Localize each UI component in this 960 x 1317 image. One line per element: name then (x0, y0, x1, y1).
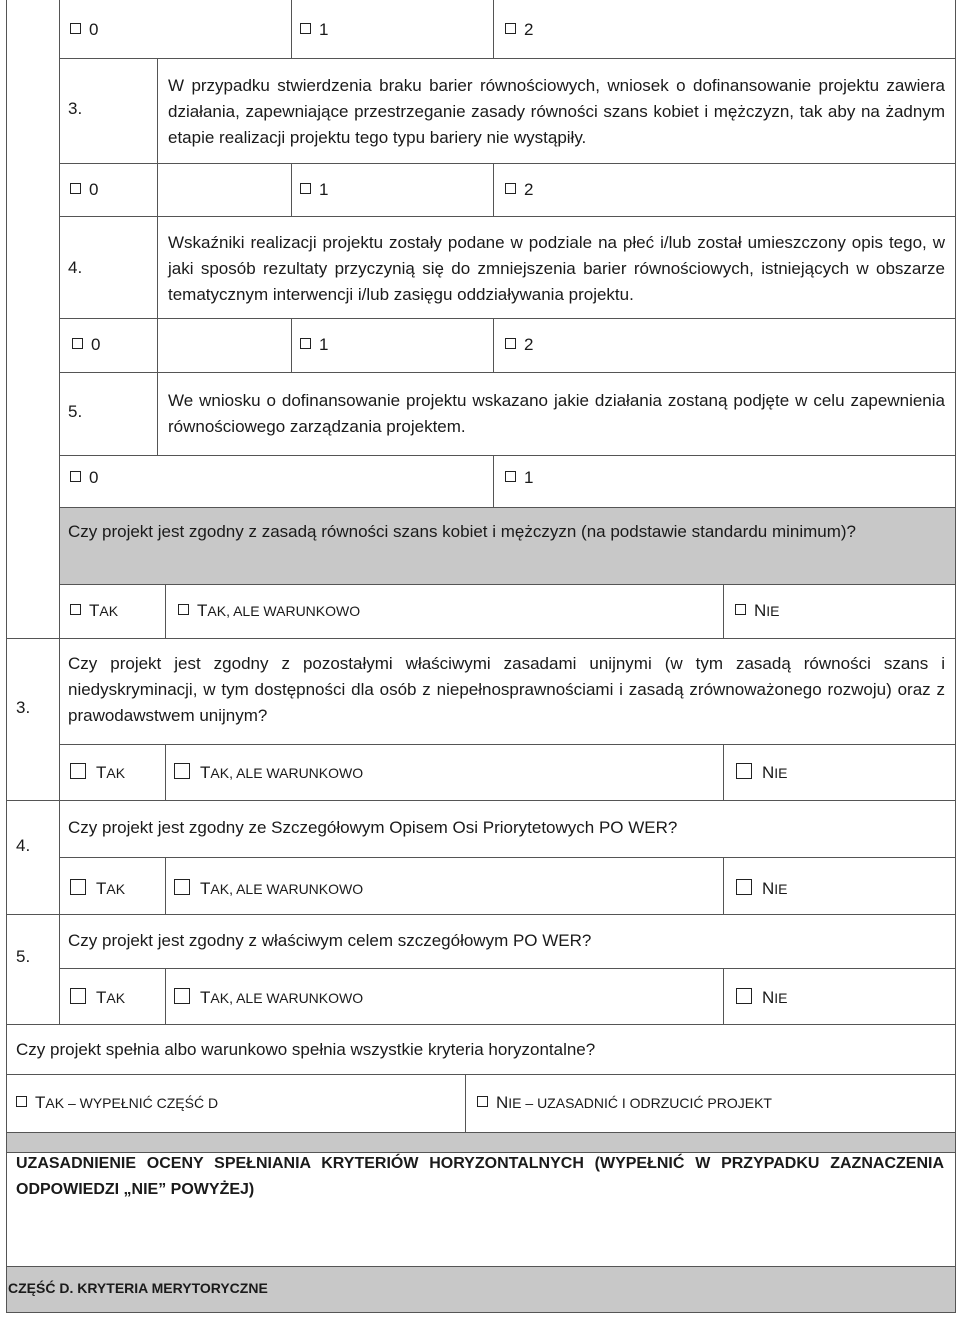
label-initial: T (96, 988, 107, 1007)
answer-nie[interactable] (736, 879, 788, 899)
checkbox-icon (70, 879, 86, 895)
rating-option-1[interactable] (300, 20, 328, 40)
row-rule (59, 163, 956, 164)
question-text: Czy projekt jest zgodny z zasadą równości szans kobiet i mężczyzn (na podstawie standardu minimum)? (68, 522, 857, 541)
option-label: 0 (89, 20, 99, 39)
justification-text-area[interactable] (14, 1208, 946, 1262)
option-label: 0 (89, 468, 99, 487)
item-number: 5. (68, 402, 83, 421)
option-divider (291, 163, 292, 216)
answer-tak[interactable] (70, 763, 125, 783)
label-rest: AK, ALE WARUNKOWO (210, 881, 364, 897)
checkbox-icon (300, 183, 311, 194)
rating-option-0[interactable] (72, 335, 100, 355)
summary-question-text: Czy projekt spełnia albo warunkowo spełnia wszystkie kryteria horyzontalne? (16, 1040, 596, 1059)
label-rest: AK (106, 765, 126, 781)
option-divider (291, 0, 292, 58)
checkbox-icon (70, 763, 86, 779)
label-initial: N (754, 601, 767, 620)
justification-heading: UZASADNIENIE OCENY SPEŁNIANIA KRYTERIÓW HORYZONTALNYCH (WYPEŁNIĆ W PRZYPADKU ZAZNACZENIA ODPOWIEDZI „NIE” POWYŻEJ) (16, 1155, 944, 1198)
checkbox-icon (72, 338, 83, 349)
option-divider (493, 318, 494, 372)
label-rest: AK, ALE WARUNKOWO (210, 990, 364, 1006)
criterion-text: Wskaźniki realizacji projektu zostały podane w podziale na płeć i/lub został umieszczony opis tego, w jaki sposób rezultaty przyczynią się do zmniejszenia barier równościowych, istniejących w obszarze tematycznym interwencji i/lub zasięgu oddziaływania projektu. (168, 233, 945, 304)
checkbox-icon (477, 1096, 488, 1107)
label-rest: IE (774, 990, 788, 1006)
row-rule (6, 1132, 956, 1133)
criterion-text: We wniosku o dofinansowanie projektu wskazano jakie działania zostaną podjęte w celu zapewnienia równościowego zarządzania projektem. (168, 391, 945, 436)
checkbox-icon (505, 23, 516, 34)
option-divider (723, 744, 724, 800)
outer-bottom-border (6, 1312, 956, 1313)
answer-tak[interactable] (70, 988, 125, 1008)
rating-option-2[interactable] (505, 180, 533, 200)
question-text: Czy projekt jest zgodny z właściwym celem szczegółowym PO WER? (68, 931, 592, 950)
option-label: 1 (319, 335, 329, 354)
option-divider (165, 744, 166, 800)
label-rest: IE (766, 603, 780, 619)
answer-tak-warunkowo[interactable] (174, 988, 363, 1008)
checkbox-icon (735, 604, 746, 615)
option-divider (165, 968, 166, 1024)
item-number: 4. (68, 258, 83, 277)
checkbox-icon (70, 604, 81, 615)
row-rule (6, 1266, 956, 1267)
answer-nie[interactable] (736, 763, 788, 783)
number-column-divider (157, 58, 158, 455)
answer-tak-warunkowo[interactable] (174, 879, 363, 899)
row-rule (59, 318, 956, 319)
rating-option-1[interactable] (300, 180, 328, 200)
option-label: 2 (524, 20, 534, 39)
question-number: 4. (16, 836, 31, 855)
option-label: 2 (524, 180, 534, 199)
option-divider (291, 318, 292, 372)
checkbox-icon (300, 338, 311, 349)
row-rule (59, 455, 956, 456)
row-rule (59, 744, 956, 745)
row-rule (6, 638, 956, 639)
outer-left-border (6, 0, 7, 1312)
answer-tak-warunkowo[interactable] (178, 601, 360, 621)
checkbox-icon (70, 988, 86, 1004)
option-label: 0 (89, 180, 99, 199)
label-initial: T (200, 879, 211, 898)
rating-option-1[interactable] (505, 468, 533, 488)
option-divider (165, 857, 166, 914)
checkbox-icon (174, 879, 190, 895)
label-rest: IE (774, 881, 788, 897)
checkbox-icon (70, 183, 81, 194)
label-initial: T (197, 601, 208, 620)
left-column-divider (59, 0, 60, 1024)
checkbox-icon (736, 988, 752, 1004)
label-initial: T (200, 763, 211, 782)
label-initial: N (762, 763, 775, 782)
row-rule (6, 800, 956, 801)
option-label: 2 (524, 335, 534, 354)
option-divider (723, 584, 724, 638)
option-divider (723, 857, 724, 914)
label-rest: AK (106, 881, 126, 897)
row-rule (59, 857, 956, 858)
row-rule (59, 584, 956, 585)
row-rule (6, 1074, 956, 1075)
row-rule (59, 507, 956, 508)
section-d-title: CZĘŚĆ D. KRYTERIA MERYTORYCZNE (8, 1280, 268, 1296)
row-rule (59, 58, 956, 59)
checkbox-icon (736, 879, 752, 895)
label-initial: N (496, 1093, 509, 1112)
label-rest: IE – UZASADNIĆ I ODRZUCIĆ PROJEKT (508, 1095, 772, 1111)
option-label: 1 (319, 20, 329, 39)
label-rest: AK, ALE WARUNKOWO (207, 603, 361, 619)
checkbox-icon (178, 604, 189, 615)
option-divider (723, 968, 724, 1024)
option-divider (493, 455, 494, 507)
checkbox-icon (70, 23, 81, 34)
option-divider (465, 1074, 466, 1132)
row-rule (6, 1024, 956, 1025)
label-rest: AK – WYPEŁNIĆ CZĘŚĆ D (45, 1095, 219, 1111)
option-label: 1 (524, 468, 534, 487)
option-divider (165, 584, 166, 638)
label-initial: N (762, 879, 775, 898)
answer-tak-warunkowo[interactable] (174, 763, 363, 783)
separator-shading (6, 1132, 956, 1152)
rating-option-0[interactable] (70, 180, 98, 200)
label-initial: N (762, 988, 775, 1007)
label-initial: T (200, 988, 211, 1007)
checkbox-icon (70, 471, 81, 482)
row-rule (6, 914, 956, 915)
label-rest: AK (106, 990, 126, 1006)
item-number: 3. (68, 99, 83, 118)
row-rule (59, 968, 956, 969)
rating-option-2[interactable] (505, 20, 533, 40)
checkbox-icon (505, 338, 516, 349)
question-text: Czy projekt jest zgodny ze Szczegółowym Opisem Osi Priorytetowych PO WER? (68, 818, 678, 837)
checkbox-icon (505, 183, 516, 194)
label-initial: T (89, 601, 100, 620)
answer-nie[interactable] (736, 988, 788, 1008)
criterion-text: W przypadku stwierdzenia braku barier równościowych, wniosek o dofinansowanie projektu zawiera działania, zapewniające przestrzeganie zasady równości szans kobiet i mężczyzn, tak aby na żadnym etapie realizacji projektu tego typu bariery nie wystąpiły. (168, 76, 945, 147)
checkbox-icon (505, 471, 516, 482)
checkbox-icon (174, 763, 190, 779)
answer-nie-reject[interactable] (477, 1093, 772, 1113)
label-rest: IE (774, 765, 788, 781)
checkbox-icon (16, 1096, 27, 1107)
rating-option-2[interactable] (505, 335, 533, 355)
option-divider (493, 0, 494, 58)
answer-tak-fill-part-d[interactable] (16, 1093, 218, 1113)
question-text: Czy projekt jest zgodny z pozostałymi właściwymi zasadami unijnymi (w tym zasadą równości szans i niedyskryminacji, w tym dostępności dla osób z niepełnosprawnościami i zasadą zrównoważonego rozwoju) oraz z prawodawstwem unijnym? (68, 654, 945, 725)
answer-tak[interactable] (70, 879, 125, 899)
label-initial: T (35, 1093, 46, 1112)
row-rule (59, 372, 956, 373)
outer-right-border (955, 0, 956, 1312)
answer-nie[interactable] (735, 601, 780, 621)
label-rest: AK (99, 603, 119, 619)
checkbox-icon (736, 763, 752, 779)
checkbox-icon (300, 23, 311, 34)
question-number: 3. (16, 698, 31, 717)
checkbox-icon (174, 988, 190, 1004)
answer-tak[interactable] (70, 601, 118, 621)
label-rest: AK, ALE WARUNKOWO (210, 765, 364, 781)
question-number: 5. (16, 947, 31, 966)
label-initial: T (96, 879, 107, 898)
rating-option-1[interactable] (300, 335, 328, 355)
option-label: 1 (319, 180, 329, 199)
rating-option-0[interactable] (70, 468, 98, 488)
rating-option-0[interactable] (70, 20, 98, 40)
row-rule (59, 216, 956, 217)
option-divider (493, 163, 494, 216)
option-label: 0 (91, 335, 101, 354)
label-initial: T (96, 763, 107, 782)
